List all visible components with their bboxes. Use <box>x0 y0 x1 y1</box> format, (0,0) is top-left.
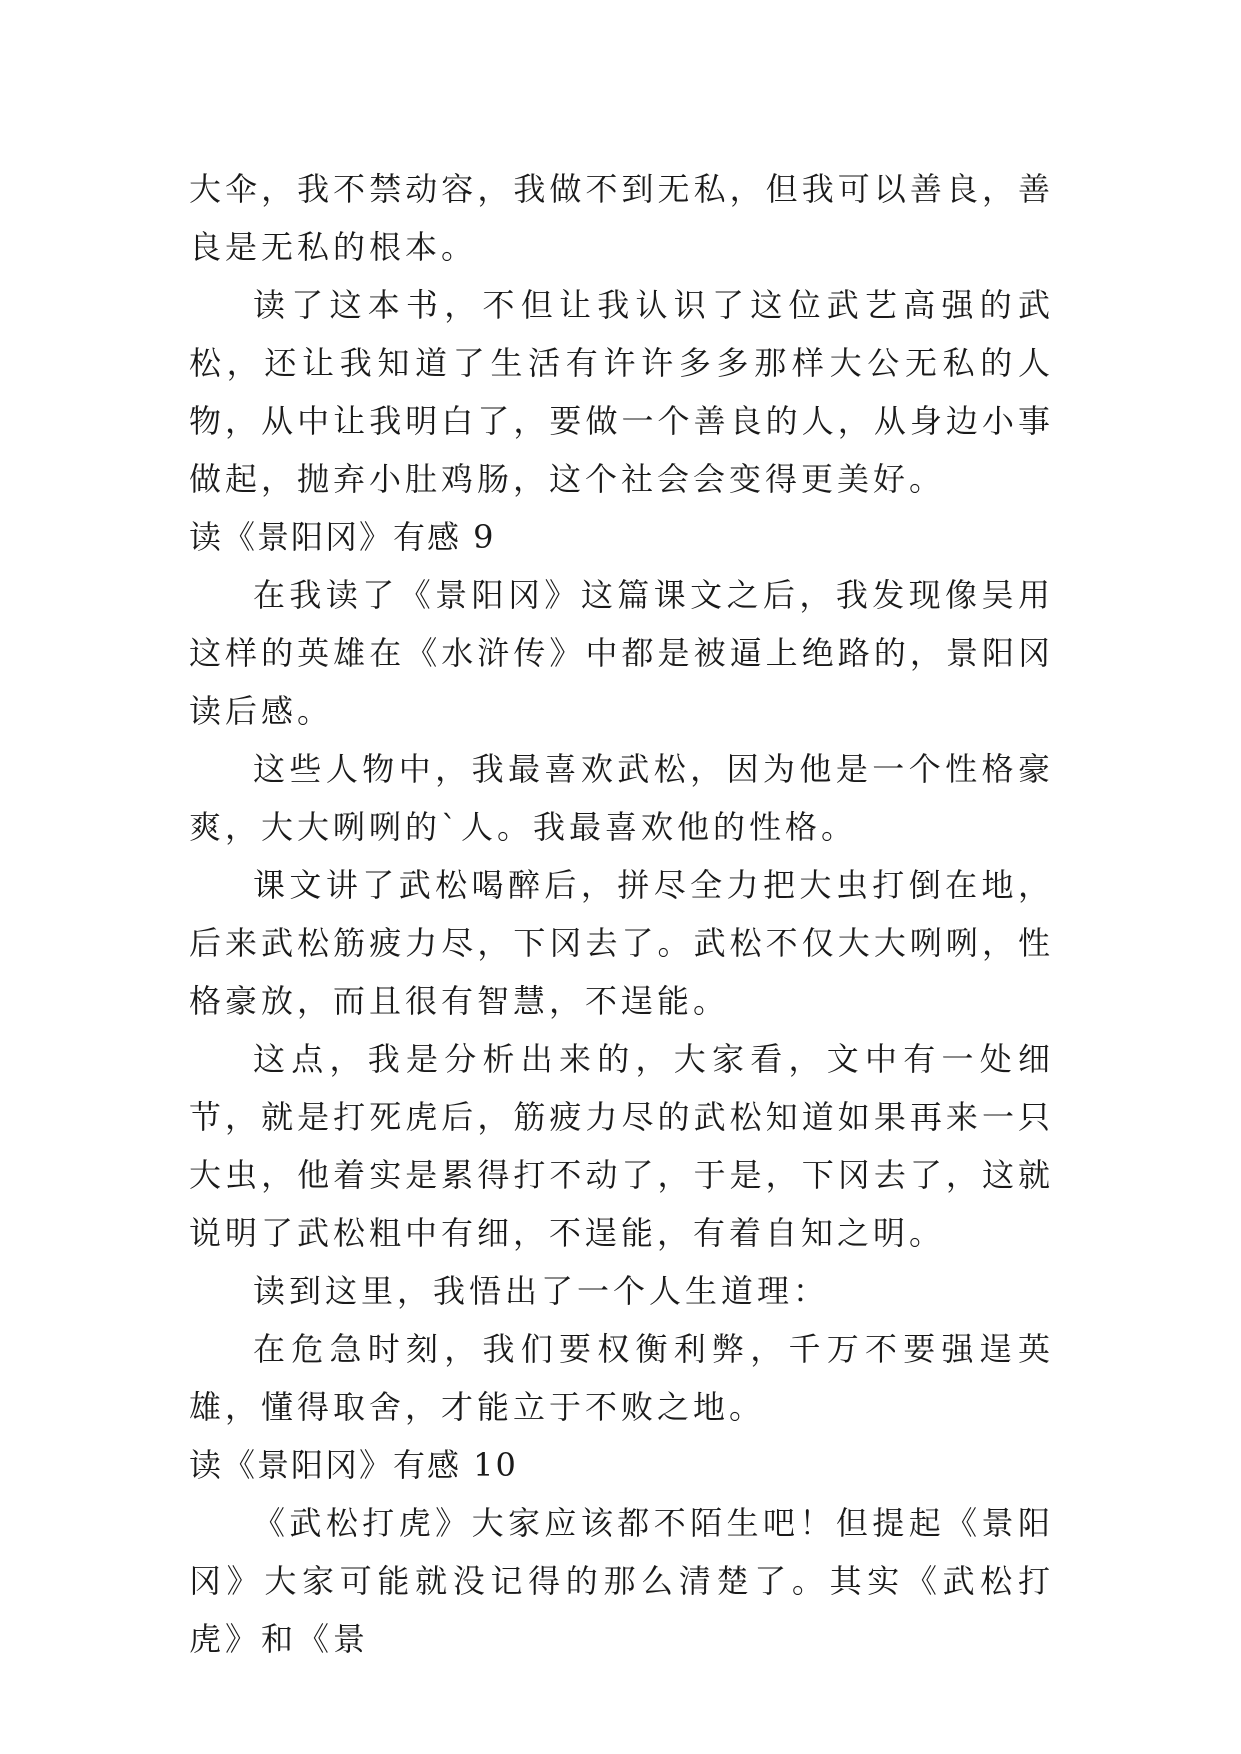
document-body <box>189 160 1054 1668</box>
paragraph: 读到这里，我悟出了一个人生道理： <box>253 1272 830 1310</box>
paragraph: 这点，我是分析出来的，大家看，文中有一处细节，就是打死虎后，筋疲力尽的武松知道如果再来一只大虫，他着实是累得打不动了，于是，下冈去了，这就说明了武松粗中有细，不逞能，有着自知之明。 <box>189 1040 1054 1252</box>
section-heading-9: 读《景阳冈》有感 9 <box>189 518 496 556</box>
paragraph: 《武松打虎》大家应该都不陌生吧！但提起《景阳冈》大家可能就没记得的那么清楚了。其实《武松打虎》和《景 <box>189 1504 1054 1658</box>
paragraph: 在危急时刻，我们要权衡利弊，千万不要强逞英雄，懂得取舍，才能立于不败之地。 <box>189 1330 1054 1426</box>
paragraph: 这些人物中，我最喜欢武松，因为他是一个性格豪爽，大大咧咧的`人。我最喜欢他的性格。 <box>189 750 1054 846</box>
paragraph: 在我读了《景阳冈》这篇课文之后，我发现像吴用这样的英雄在《水浒传》中都是被逼上绝路的，景阳冈读后感。 <box>189 576 1054 730</box>
paragraph: 读了这本书，不但让我认识了这位武艺高强的武松，还让我知道了生活有许许多多那样大公无私的人物，从中让我明白了，要做一个善良的人，从身边小事做起，抛弃小肚鸡肠，这个社会会变得更美好。 <box>189 286 1054 498</box>
paragraph: 课文讲了武松喝醉后，拼尽全力把大虫打倒在地，后来武松筋疲力尽，下冈去了。武松不仅大大咧咧，性格豪放，而且很有智慧，不逞能。 <box>189 866 1054 1020</box>
paragraph-continued: 大伞，我不禁动容，我做不到无私，但我可以善良，善良是无私的根本。 <box>189 170 1054 266</box>
section-heading-10: 读《景阳冈》有感 10 <box>189 1446 518 1484</box>
